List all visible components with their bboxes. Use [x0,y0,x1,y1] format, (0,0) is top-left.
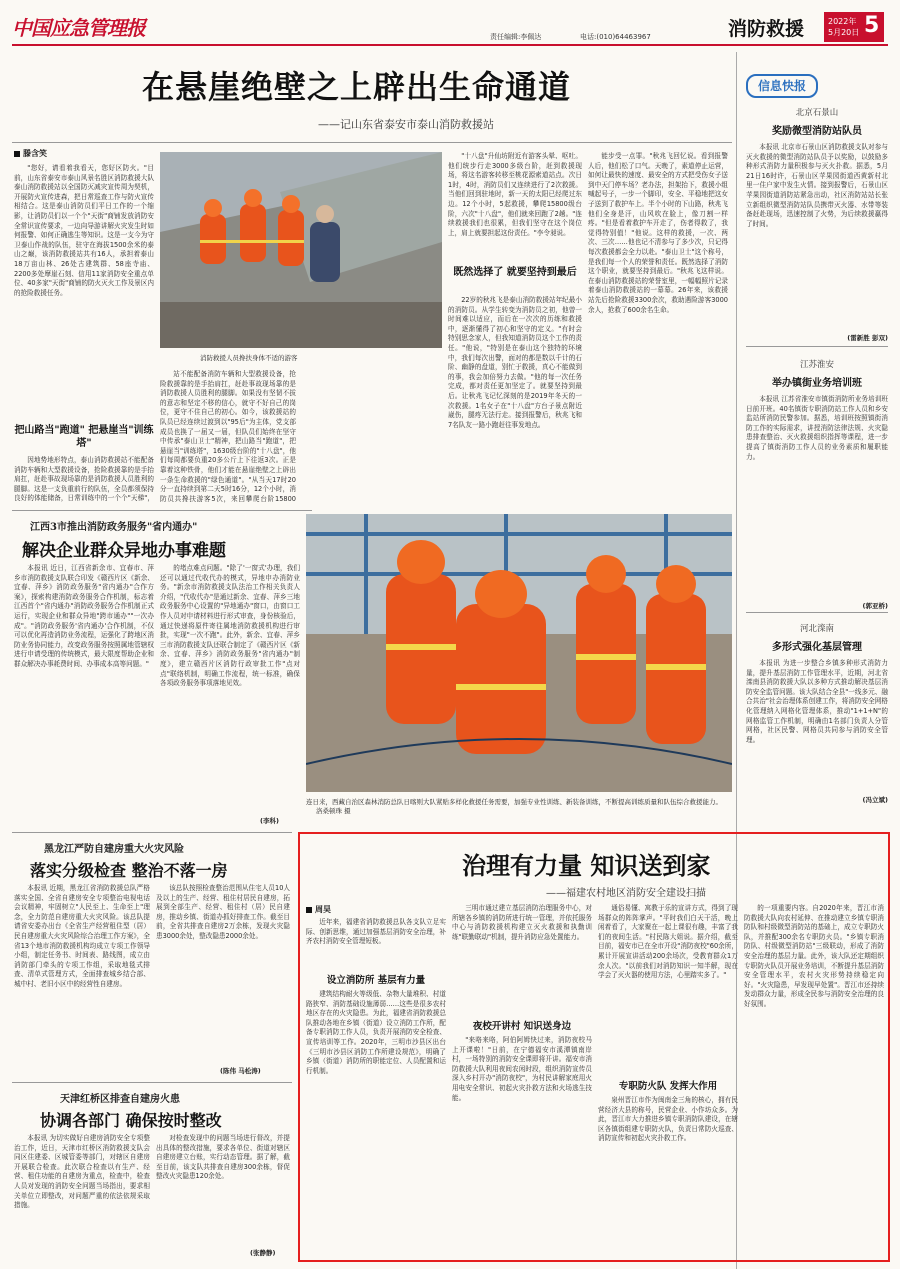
byline-marker-icon [14,151,20,157]
fujian-column-4 [744,904,884,1254]
lead-subtitle: ——记山东省泰安市泰山消防救援站 [318,118,494,131]
fujian-title: 治理有力量 知识送到家 [462,851,711,880]
fujian-col3b-text: 泉州晋江市作为闽南金三角的核心，拥有民营经济大县的称号，民营企业、小作坊众多。为此，晋江市大力推进乡镇专职消防队建设，在辖区各镇街组建专职防火队，负责日常防火巡查、消防宣传和初起火灾扑救工作。 [598,1096,738,1143]
fujian-col1-subhead: 设立消防所 基层有力量 [326,975,426,986]
lead-col3-text: "十八盘"升仙坊附近有游客头晕、呕吐。他们统步行走3000多级台阶，赶到救援现场，将这名游客转移至桃花源索道站点。次日1时，4时，消防员们又连续进行了2次救援。当他们回到驻地时，新一天的太阳已经爬过东边。12个小时，5起救援，攀爬15800级台阶，六次"十八盘"，他们就来回跑了2趟。"连续救援我们也很累，但我们坚守在这个岗位上，肩上就要担起这份责任。"李令昶说。 [448,152,582,237]
jiangxi-col1-text: 本报讯 近日，江西省新余市、宜春市、萍乡市消防救援支队联合印发《赣西片区《新余、宜春、萍乡》消防政务服务"省内通办"合作方案》，探索构建消防政务服务合作机制，标志着江西首个"省内通办"消防政务服务合作机制正式运行，实现企业和群众异地"跨市通办""一次办成"。"消防政务服务'省内通办'合作机制，不仅可以优化再造消防业务流程，运强化了跨地区消防业务协同能力，改变政务服务按照属地管辖权进行申请受理的传统模式，最大限度帮助企业和群众解决办事耗费时间、办事成本高等问题。" [14,564,154,668]
tianjin-author: (张静静) [250,1249,276,1257]
brief-1 [746,106,888,342]
jiangxi-kicker: 江西3市推出消防政务服务"省内通办" [30,522,198,533]
tianjin-col2-text: 对检查发现中的问题当场进行督改，并提出具体的整改措施，要求各单位、街道对辖区自建房建立台账，实行动态管理。据了解，截至目前，该支队共排查自建房300余栋，督促整改火灾隐患120余处。 [156,1134,290,1181]
brief-3-region: 河北滦南 [799,624,834,634]
tianjin-column-2 [156,1134,290,1246]
heilongjiang-column-2 [156,884,290,1066]
brief-2-body [746,395,888,601]
brief-rule-1 [746,346,888,347]
fujian-byline [306,904,331,915]
lead-col1b-text: 因地势地形特点，泰山消防救援站不能配备消防车辆和大型救援设备，抢险救援靠的是手抬肩扛，赶赴事故现场靠的是消防救援人员胜利的腿脚。这是一支负重前行的队伍，全员都须保持良好的体能储备，日常训练中的一个个"天梯"， [14,456,154,503]
heilongjiang-kicker: 黑龙江严防自建房重大火灾风险 [44,844,184,855]
editor-credit: 责任编辑:李佩达 [490,33,542,41]
brief-3-title: 多形式强化基层管理 [772,642,862,653]
masthead-rule [12,44,888,46]
masthead [12,8,888,42]
brief-rule-2 [746,612,888,613]
lead-column-3 [448,152,582,262]
brief-2-title: 举办镇街业务培训班 [772,378,862,389]
section-rule-jiangxi [12,510,312,511]
brief-1-region: 北京石景山 [795,108,839,118]
lead-photo [160,152,442,348]
lead-byline [14,148,47,159]
fujian-column-1 [306,918,446,968]
tianjin-title: 协调各部门 确保按时整改 [40,1111,222,1130]
fujian-col3-subhead: 专职防火队 发挥大作用 [618,1081,718,1092]
fujian-col3-text: 通俗易懂、寓教于乐的宣讲方式，得到了现场群众的阵阵掌声。"平时我们白天干活，晚上闲着看了，大家聚在一起上课很有趣，丰富了我们的夜间生活。"村民陈大姐说。据介绍，截至目前，福安市已在全市开设"消防夜校"60余所，累计开展宣讲活动200余场次，受教育群众1万余人次。"以前我们对消防知识一知半解，现在学会了灭火器的使用方法，心里踏实多了。" [598,904,738,980]
jiangxi-column-2 [160,564,300,816]
brief-2-region: 江苏淮安 [799,360,834,370]
brief-3-body [746,659,888,795]
brief-1-body [746,143,888,333]
fujian-column-3 [598,904,738,1074]
lead-column-1 [14,164,154,420]
date-year: 2022年 [828,17,857,26]
heilongjiang-col2-text: 该总队按照检查整治范围从住宅人员10人及以上的生产、经营、租住村居民自建房，拓展到全部生产、经营、租住村（居）民自建房，推动乡镇、街道办抓好排查工作。截至目前，全省共排查自建房2万余栋，发现火灾隐患3000余处，整改隐患2000余处。 [156,884,290,940]
newspaper-logo: 中国应急管理报 [12,16,145,40]
fujian-col2b-text: "来咯来咯，阿伯阿姆快过来，消防夜校马上开课啦！"日前，在宁德福安市溪潭镇南岸村，一场特别的消防安全课即将开讲。福安市消防救援大队利用夜间农闲时段，组织消防宣传员深入乡村开办"消防夜校"，为村民讲解家庭用火用电安全常识、初起火灾扑救方法和火场逃生技能。 [452,1036,592,1102]
brief-2-author: (郭亚桥) [862,602,888,610]
heilongjiang-title: 落实分级检查 整治不落一房 [30,861,228,880]
jiangxi-title: 解决企业群众异地办事难题 [22,541,226,561]
tianjin-kicker: 天津红桥区排查自建房火患 [60,1094,180,1105]
fujian-col4-text: 的一项重要内容。自2020年来，晋江市消防救援大队向农村延伸、在推动建立乡镇专职消防队和村级微型消防站的基础上，成立专职防火队，并推配300余名专职防火员。"乡镇专职消防队、村级微型消防站"三级联动，形成了消防安全治理的基层力量。此外，该大队还定期组织专职防火队员开展业务培训，不断提升基层消防安全管理水平，农村火灾形势持续稳定向好。"火灾隐患，早发现早处置"。晋江市还持续发动群众力量，形成全民参与消防安全治理的良好氛围。 [744,904,884,1008]
byline-marker-icon [306,907,312,913]
fujian-subtitle: ——福建农村地区消防安全建设扫描 [546,888,706,899]
lead-photo-illustration [160,152,442,348]
training-caption-text: 连日来，西藏自治区森林消防总队日喀则大队紧贴多样化救援任务需要，加强专业性训练、新装备训练，不断提高训练质量和队伍综合救援能力。 [306,798,722,806]
brief-1-author: (雷新胜 彭双) [847,334,888,342]
byline-name: 滕含笑 [23,149,47,158]
lead-col1-text: "您好，请看着我看天，您好区防火。"目前，山东省泰安市泰山风景名胜区消防救援大队泰山消防救援站以全国防灭减灾宣传周为契机，开展防火宣传进森，把日常巡查工作与防火宣传相结合。这是泰山消防员们平日工作的一个缩影，让消防员们以一个个"天街"商铺发放消防安全常识宣传要求，一边向导游讲解火灾发生时如何报警、如何正确逃生等知识。这是一支今为守卫泰山作战的队伍，驻守在海拔1500余米的泰山之巅，该消防救援站共有16人，承担着泰山18万亩山林、26处古建筑群、58座寺庙、2200多处摩崖石刻、信用11家消防安全重点单位、40多家"天街"商铺的防火灭火工作及景区内的抢险救援任务。 [14,164,154,297]
heilongjiang-author: (陈伟 马松涛) [220,1067,261,1075]
lead-col4-text: 能步受一点罪。"秋兆飞回忆说。看到报警人后，他们松了口气。天晚了，素道停止运营，如何让最快的速度、最安全的方式把受伤女子送到中天门停车场？老办法，担架抬下，救援小组喊起号子，一步一个脚印，安全、平稳地把这女子送到了救护车上。半个小时的下山路，秋兆飞他们全身是汗，山风吹在脸上，像刀割一样疼。"但是看着救护车开走了，伤者得救了，我觉得特别值！"他说。这样的救援，一次、两次、三次……他也记不清参与了多少次，只记得每次救援都会全力以赴。"泰山卫士"这个称号，是我们每一个人的荣誉和责任。既然选择了消防这个职业，就要坚持到最后。"秋兆飞这样说。在泰山消防救援站的荣誉室里，一幅幅照片记录着泰山消防救援站的一幕幕。26年来，该救援站先后抢险救援3300余次，救助遇险游客3000余人，抢救了600余名生命。 [588,152,728,314]
brief-1-text: 本报讯 北京市石景山区消防救援支队对参与灭火救援的微型消防站队员予以奖励，以鼓励多种形式消防力量积极参与灭火扑救。据悉，5月21日16时许，石景山区苹果园街道西黄新村北里一住户家中发生火情。接到报警后，石景山区苹果园街道消防站紧急出动，社区消防站站长张立新组织微型消防站队员携带灭火器、水带等装备赶赴现场，迅速控制了火势，为后续救援赢得了时间。 [746,143,888,228]
fujian-col1-text: 近年来，福建省消防救援总队各支队立足实际、创新思维，通过加强基层消防安全治理，补齐农村消防安全管理短板。 [306,918,446,946]
lead-col2-text: 站不能配备消防车辆和大型救援设备，抢险救援靠的是手抬肩扛，赶赴事故现场靠的是消防救援人员胜利的腿脚。如果没有坚韧不拔的意志和坚定不移的信心，就守不好自己的岗位，更守不住自己的初心。如今，该救援站的队员已经连续过渡到以"95后"为主体，党支部成员也换了一届又一届，但队员们始终在坚守中传承"泰山卫士"精神，把山路当"跑道"，把悬崖当"训练塔"，1630级台阶的"十八盘"，他们每周都要负重20多公斤上下往返3次。正是靠着这种铁骨，他们才能在悬崖绝壁之上辟出一条生命救援的"绿色通道"。"从当天17时20分一直持续到第二天5时16分，12个小时，消防员共搀扶游客5次，来回攀爬台阶15800 [160,370,296,503]
training-photo [306,514,732,792]
fujian-column-1b [306,990,446,1254]
page-number: 5 [864,13,880,38]
fujian-column-3b [598,1096,738,1254]
phone-credit: 电话:(010)64463967 [580,33,651,41]
fujian-byline-name: 周昊 [315,905,331,914]
brief-logo: 信息快报 [746,74,818,98]
date-box [824,12,884,42]
tianjin-column-1 [14,1134,150,1258]
training-photo-credit: 洛桑顿珠 摄 [316,807,351,815]
brief-2 [746,358,888,610]
date-day: 5月20日 [828,28,860,37]
brief-2-text: 本报讯 江苏省淮安市镇街消防所业务培训班日前开班。40名镇街专职消防站工作人员和乡安监站所消防民警参加。据悉，培训班按照镇街消防工作的实际需求，讲授消防法律法规、火灾隐患排查整治、灭火救援组织指挥等课程，进一步提高了镇街消防工作人员的业务素质和履职能力。 [746,395,888,461]
brief-3 [746,622,888,804]
lead-rule [12,142,732,143]
tianjin-col1-text: 本报讯 为切实做好自建房消防安全专项整治工作，近日，天津市红桥区消防救援支队会同区住建委、区城管委等部门，对辖区自建房开展联合检查。此次联合检查以有生产、经营、租住功能的自建房为重点，检查中，检查人员对发现的消防安全问题当场指出，要求相关单位立即整改，对问题严重的依法依规采取措施。 [14,1134,150,1210]
brief-1-title: 奖励微型消防站队员 [772,126,862,137]
lead-column-3b [448,296,582,504]
lead-column-4 [588,152,728,504]
lead-column-1b [14,456,154,504]
lead-title: 在悬崖绝壁之上辟出生命通道 [142,68,572,106]
jiangxi-column-1 [14,564,154,824]
lead-col3-subhead: 既然选择了 就要坚持到最后 [453,267,577,278]
training-photo-illustration [306,514,732,792]
brief-3-text: 本报讯 为进一步整合乡镇多种形式消防力量，提升基层消防工作管理水平，近期，河北省滦南县消防救援大队以多种方式推动解决基层消防安全监管问题。该大队结合全县"一线多元、融合共治"社会治理体系创建工作，将消防安全网格化管理纳入网格化管理体系，推动"1+1+N"的网格监管工作机制，明确由1名部门负责人分管网格，社区民警、网格员共同参与消防安全管理。 [746,659,888,744]
brief-3-author: (冯立斌) [862,796,888,804]
lead-column-2 [160,370,296,504]
section-name: 消防救援 [728,18,805,40]
heilongjiang-col1-text: 本报讯 近期，黑龙江省消防救援总队严格落实全国、全省自建房安全专项整治电视电话会议精神，牢固树立"人民至上、生命至上"理念，全力防范自建房重大火灾风险。该总队提请省安委办出台《全省生产经营租住型（居）民自建房重大火灾风险综合治理工作方案》，全省13个地市消防救援机构均成立专项工作领导小组，制定任务书、时间表、路线图，成立由消防部门牵头的专项工作组，采取地毯式排查、清单式管理方式，全面排查城乡结合部、城中村、老旧小区中的经营性自建房。 [14,884,150,988]
fujian-column-2 [452,904,592,1014]
jiangxi-author: (李科) [260,817,279,825]
lead-col1-subhead: 把山路当"跑道" 把悬崖当"训练塔" [14,425,154,449]
training-photo-caption [306,798,732,816]
fujian-col2-subhead: 夜校开讲村 知识送身边 [472,1021,572,1032]
jiangxi-col2-text: 的堵点难点问题。"除了'一窗式'办理，我们还可以通过代收代办的模式，异地申办消防业务。"新余市消防救援支队法治工作相关负责人介绍，"代收代办"是通过新余、宜春、萍乡三地政务服务中心设置的"异地通办"窗口，由窗口工作人员对申请材料进行形式审查，身份核验后，通过快递将原件寄往属地消防救援机构进行审批，实现"一次不跑"。此外，新余、宜春、萍乡三市消防救援支队还联合制定了《赣西片区《新余、宜春、萍乡》消防政务服务"省内通办"制度》，建立赣西片区消防行政审批工作"点对点"联络机制，明确工作流程，统一标准，确保各项政务服务事项落地见效。 [160,564,300,688]
fujian-col2-text: 三明市通过建立基层消防治理服务中心，对所辖各乡镇的消防所进行统一管理，并依托服务中心与消防救援机构建立灭火救援和执勤训练"联勤联动"机制，提升消防应急处置能力。 [452,904,592,941]
lead-photo-caption: 消防救援人员搀扶身体不适的游客 [200,354,298,362]
fujian-col1b-text: 建筑结构耐火等级低、杂物大量堆积、村道路狭窄、消防基础设施薄弱……这些是很多农村地区存在的火灾隐患。为此，福建省消防救援总队推动各地在乡镇（街道）设立消防工作所，配备专职消防工作人员，负责开展消防安全检查、宣传培训等工作。2020年，三明市沙县区出台《三明市沙县区消防工作所建设规范》，明确了乡镇（街道）消防所的职能定位、人员配置和运行机制。 [306,990,446,1075]
lead-col3b-text: 22岁的秋兆飞是泰山消防救援站年纪最小的消防员。从学生转变为消防员之初，他曾一时间难以适应，而后在一次次的历练和救援中，逐渐懂得了初心和坚守的定义。"有时会特别思念家人，但我知道消防员这个工作的责任。"他说，"特别是在泰山这个独特的环境中，我们每次出警，面对的都是数以千计的石阶、幽静的盘道，别忙于救援，真心不能做到的事，我会加倍努力去做。"他的每一次任务完成，都对责任更加坚定了。就要坚持到最后。让秋兆飞记忆深刻的是2019年冬天的一次救援。1名女子在"十八盘"方台子景点附近崴伤，腿疼无法行走。接到报警后，秋兆飞和7名队友一路小跑赶往事发地点。 [448,296,582,429]
heilongjiang-column-1 [14,884,150,1076]
section-rule-tianjin [12,1082,292,1083]
fujian-column-2b [452,1036,592,1254]
section-rule-heilongjiang [12,832,292,833]
